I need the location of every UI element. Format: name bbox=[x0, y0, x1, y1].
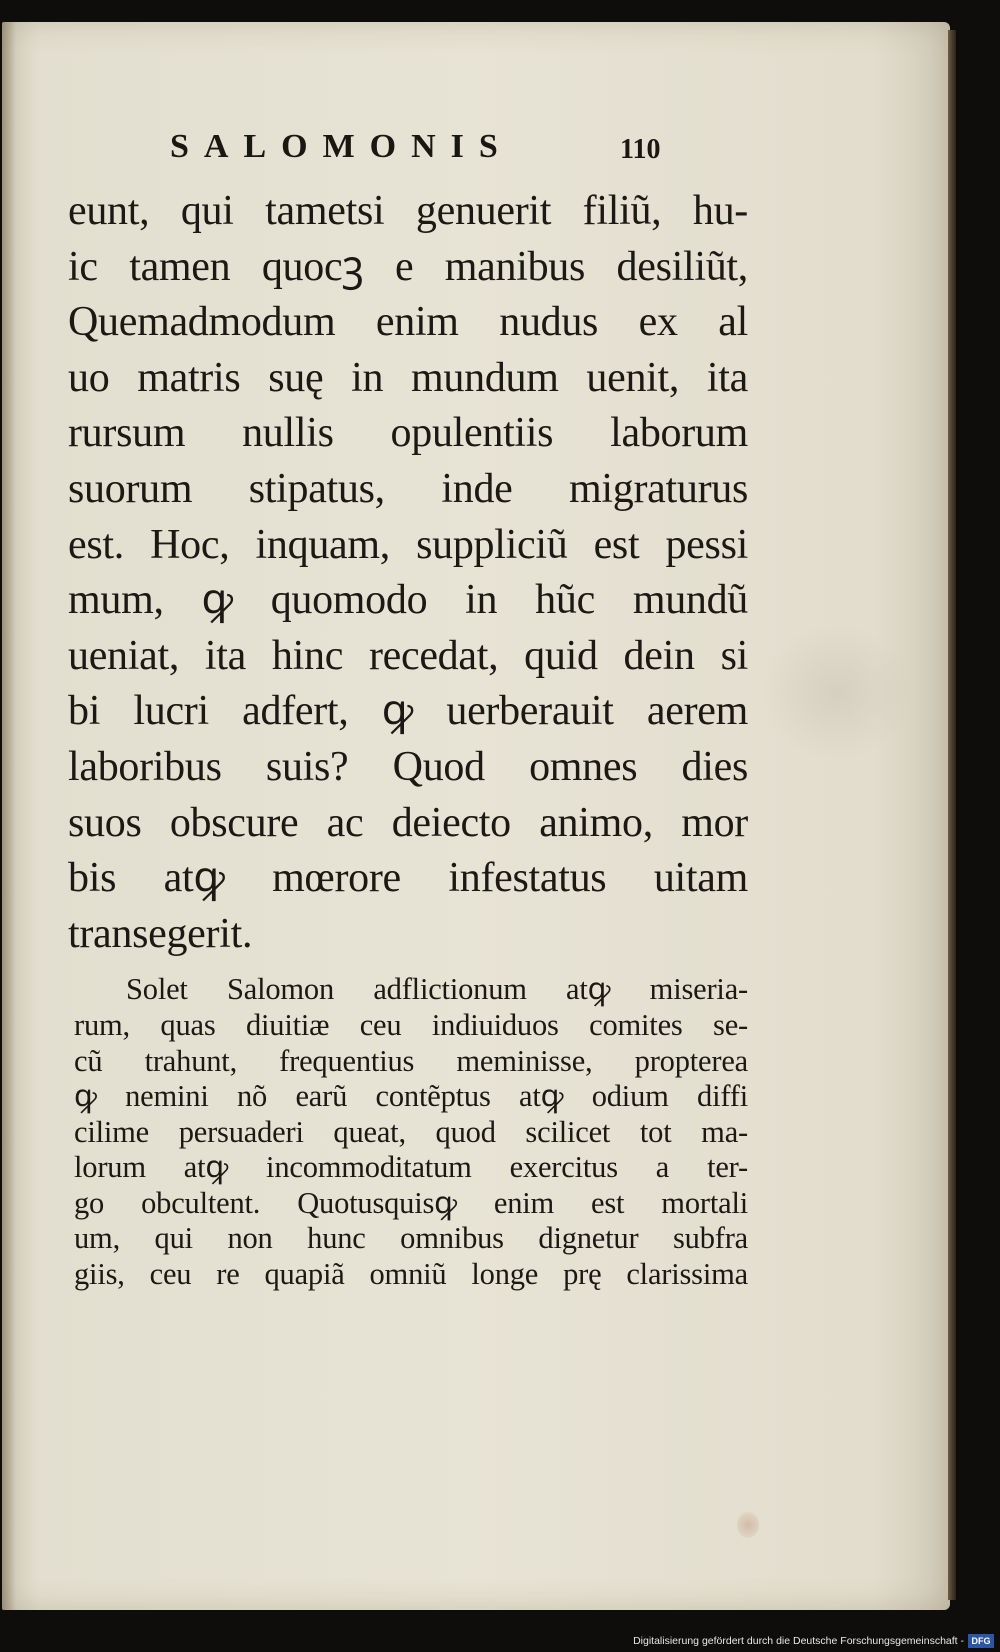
body-text bbox=[68, 184, 748, 1293]
text-line: suorum stipatus, inde migraturus bbox=[68, 465, 748, 512]
paragraph-2 bbox=[68, 972, 748, 1292]
text-line: Quemadmodum enim nudus ex al bbox=[68, 299, 748, 346]
page-number: 110 bbox=[620, 134, 661, 165]
dfg-logo: DFG bbox=[968, 1634, 994, 1648]
text-line: ueniat, ita hinc recedat, quid dein si bbox=[68, 632, 748, 679]
text-line: laboribus suis? Quod omnes dies bbox=[68, 743, 748, 790]
text-line: rursum nullis opulentiis laborum bbox=[68, 410, 748, 457]
text-line: mum, ꝙ quomodo in hũc mundũ bbox=[68, 577, 748, 624]
text-line: ꝙ nemini nõ earũ contẽptus atꝙ odium diffi bbox=[74, 1079, 748, 1114]
text-line: giis, ceu re quapiã omniũ longe prę clarissima bbox=[74, 1257, 748, 1292]
text-line: cilime persuaderi queat, quod scilicet tot ma- bbox=[74, 1114, 748, 1149]
gutter-shadow bbox=[2, 22, 16, 1610]
text-line: eunt, qui tametsi genuerit filiũ, hu- bbox=[68, 188, 748, 234]
page-edge bbox=[948, 30, 956, 1600]
text-line: bis atꝙ mœrore infestatus uitam bbox=[68, 855, 748, 902]
text-line: lorum atꝙ incommoditatum exercitus a ter- bbox=[74, 1150, 748, 1185]
text-line: uo matris suę in mundum uenit, ita bbox=[68, 354, 748, 401]
paragraph-1 bbox=[68, 184, 748, 962]
show-through bbox=[762, 622, 912, 762]
text-line: transegerit. bbox=[68, 910, 253, 957]
running-head bbox=[170, 128, 690, 174]
text-line: ic tamen quocꝫ e manibus desiliũt, bbox=[68, 243, 748, 290]
text-line: um, qui non hunc omnibus dignetur subfra bbox=[74, 1221, 748, 1256]
running-title: SALOMONIS bbox=[170, 128, 513, 165]
text-line: cũ trahunt, frequentius meminisse, propterea bbox=[74, 1043, 748, 1078]
text-line: est. Hoc, inquam, suppliciũ est pessi bbox=[68, 521, 748, 568]
text-line: bi lucri adfert, ꝙ uerberauit aerem bbox=[68, 688, 748, 735]
text-line: rum, quas diuitiæ ceu indiuiduos comites se- bbox=[74, 1007, 748, 1042]
funding-credit: Digitalisierung gefördert durch die Deutsche Forschungsgemeinschaft - bbox=[633, 1635, 964, 1647]
foxing-spot bbox=[737, 1512, 759, 1538]
text-line: Solet Salomon adflictionum atꝙ miseria- bbox=[126, 972, 748, 1007]
text-line: suos obscure ac deiecto animo, mor bbox=[68, 799, 748, 846]
text-line: go obcultent. Quotusquisꝙ enim est mortali bbox=[74, 1185, 748, 1220]
